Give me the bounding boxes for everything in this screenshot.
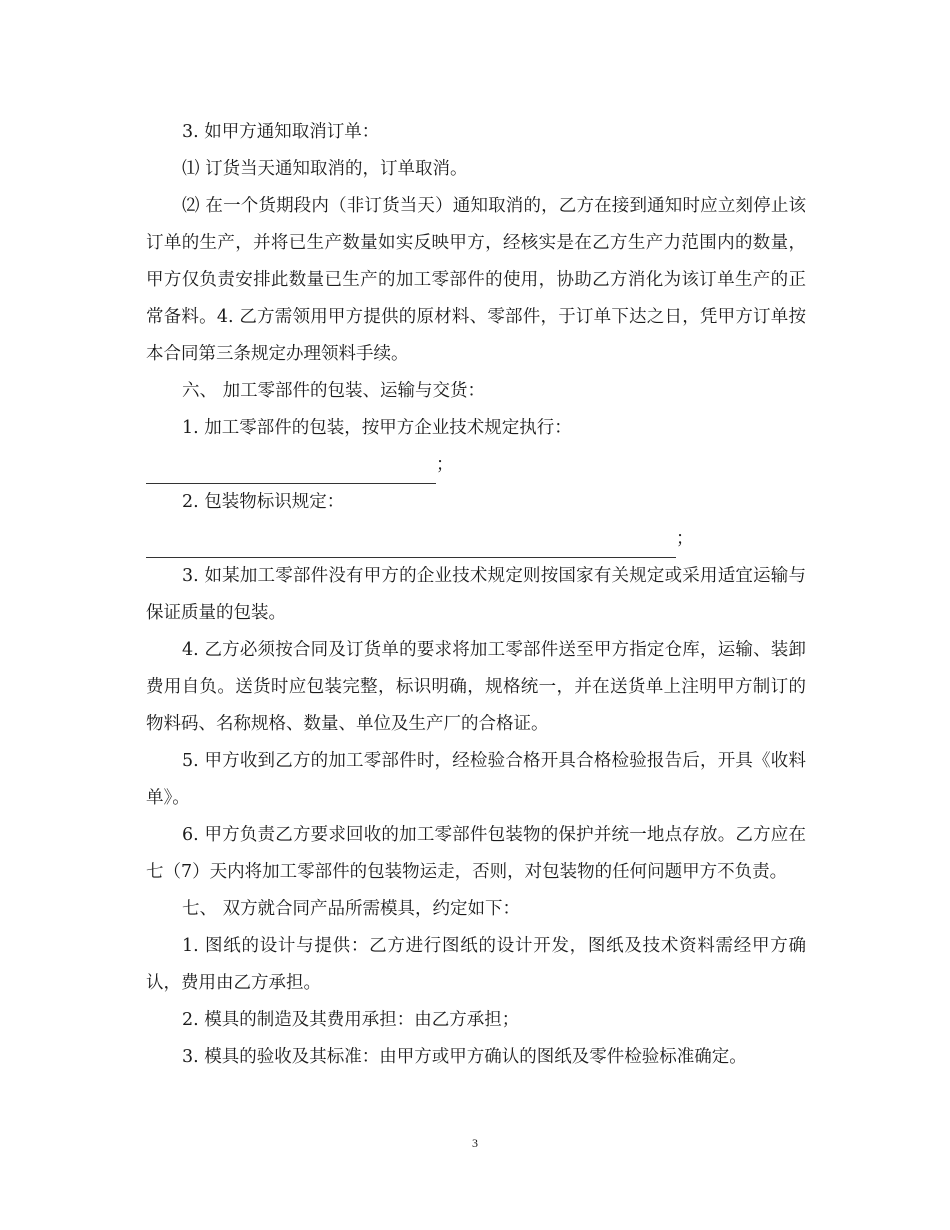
semicolon: ；: [436, 455, 454, 475]
fill-in-line-label[interactable]: [146, 521, 806, 558]
paragraph-period-cancel: ⑵ 在一个货期段内（非订货当天）通知取消的，乙方在接到通知时应立刻停止该订单的生产，并将已生产数量如实反映甲方，经核实是在乙方生产力范围内的数量，甲方仅负责安排此数量已生产的加工零部件的使用，协助乙方消化为该订单生产的正常备料。4. 乙方需领用甲方提供的原材料、零部件，于订单下达之日，凭甲方订单按本合同第三条规定办理领料手续。: [146, 196, 806, 364]
paragraph-packaging-return: 6. 甲方负责乙方要求回收的加工零部件包装物的保护并统一地点存放。乙方应在七（7）天内将加工零部件的包装物运走，否则，对包装物的任何问题甲方不负责。: [146, 825, 806, 882]
section-heading-packaging: 六、 加工零部件的包装、运输与交货：: [182, 381, 486, 401]
paragraph-drawings: 1. 图纸的设计与提供：乙方进行图纸的设计开发，图纸及技术资料需经甲方确认，费用由乙方承担。: [146, 936, 806, 993]
paragraph-packaging-rule: 1. 加工零部件的包装，按甲方企业技术规定执行：: [182, 418, 572, 438]
fill-in-line-packaging[interactable]: [146, 447, 806, 484]
section-heading-molds: 七、 双方就合同产品所需模具，约定如下：: [182, 899, 521, 919]
paragraph-mold-acceptance: 3. 模具的验收及其标准：由甲方或甲方确认的图纸及零件检验标准确定。: [182, 1047, 747, 1067]
paragraph-national-standard: 3. 如某加工零部件没有甲方的企业技术规定则按国家有关规定或采用适宜运输与保证质量的包装。: [146, 566, 806, 623]
page-number: 3: [472, 1136, 478, 1150]
blank-line[interactable]: [146, 455, 436, 484]
paragraph-cancel-order: 3. 如甲方通知取消订单：: [182, 122, 380, 142]
semicolon: ；: [676, 529, 694, 549]
blank-line[interactable]: [146, 529, 676, 558]
paragraph-mold-cost: 2. 模具的制造及其费用承担：由乙方承担；: [182, 1010, 520, 1030]
paragraph-same-day-cancel: ⑴ 订货当天通知取消的，订单取消。: [182, 159, 468, 179]
paragraph-label-rule: 2. 包装物标识规定：: [182, 492, 345, 512]
paragraph-delivery: 4. 乙方必须按合同及订货单的要求将加工零部件送至甲方指定仓库，运输、装卸费用自负。送货时应包装完整，标识明确，规格统一，并在送货单上注明甲方制订的物料码、名称规格、数量、单位及生产厂的合格证。: [146, 640, 806, 734]
document-body: [146, 114, 806, 1076]
paragraph-receipt: 5. 甲方收到乙方的加工零部件时，经检验合格开具合格检验报告后，开具《收料单》。: [146, 751, 806, 808]
